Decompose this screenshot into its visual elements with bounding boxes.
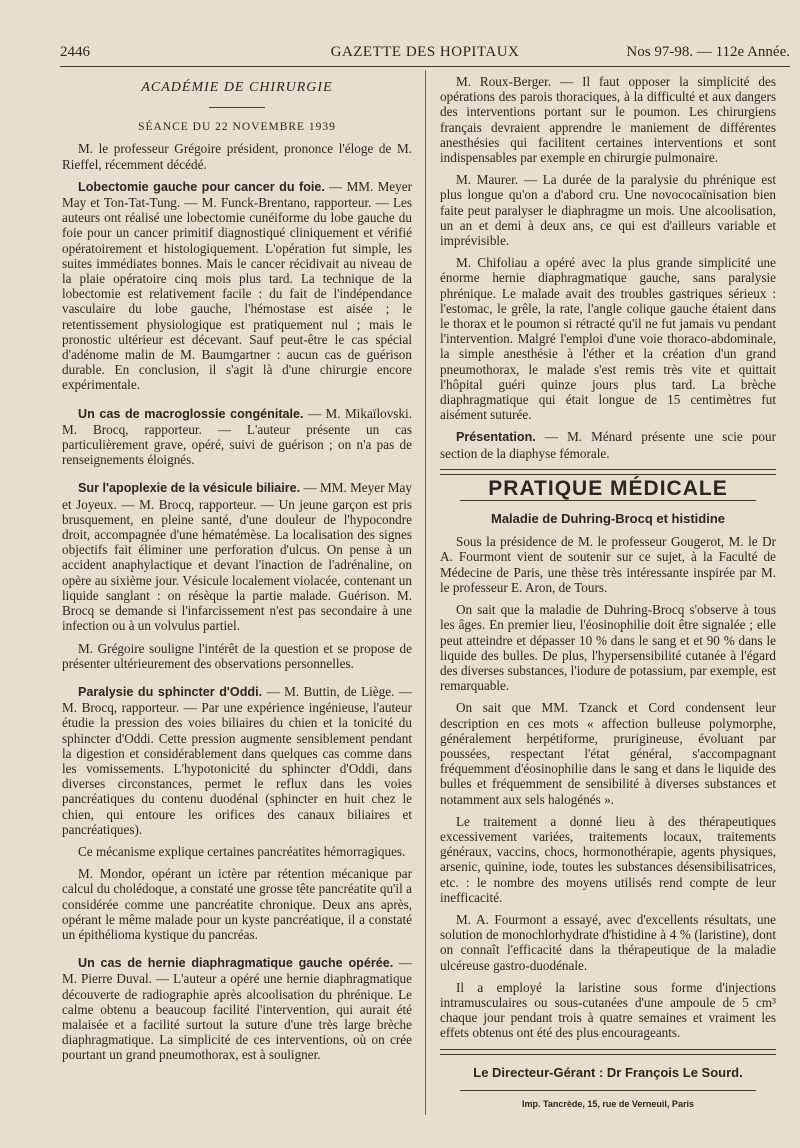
- article-hernie: [62, 955, 412, 1062]
- paragraph: Il a employé la laristine sous forme d'injections intramusculaires ou sous-cutanées d'une ampoule de 5 cm³ chaque jour pendant trois à quatre semaines et vraiment les effets obtenus ont été des plus encourageants.: [440, 979, 776, 1041]
- article-title-duhring: Maladie de Duhring-Brocq et histidine: [490, 511, 726, 527]
- article-heading: Sur l'apoplexie de la vésicule biliaire.: [78, 481, 301, 496]
- article-heading: Lobectomie gauche pour cancer du foie.: [78, 179, 325, 194]
- paragraph: M. A. Fourmont a essayé, avec d'excellents résultats, une solution de monochlorhydrate d'histidine à 4 % (laristine), dont on connaît l'efficacité dans la thérapeutique de la maladie ulcéreuse gastro-duodénale.: [440, 911, 776, 973]
- paragraph: Sous la présidence de M. le professeur Gougerot, M. le Dr A. Fourmont vient de soutenir sur ce sujet, à la Faculté de Médecine de Paris, une thèse très intéressante inspirée par M. le professeur E. Aron, de Tours.: [440, 534, 776, 595]
- article-lobectomie: [62, 179, 412, 393]
- paragraph: Le traitement a donné lieu à des thérapeutiques excessivement variées, traitements locaux, traitements généraux, vaccins, chocs, hormonothérapie, agents physiques, arsenic, quinine, iode, toutes les substances désensibilisatrices, etc. : le nombre des moyens utilisés rend compte de leur inefficacité.: [440, 813, 776, 905]
- header-rule: [60, 66, 790, 67]
- imprint-line: Imp. Tancrède, 15, rue de Verneuil, Paris: [522, 1098, 694, 1109]
- intro-paragraph: M. le professeur Grégoire président, prononce l'éloge de M. Rieffel, récemment décédé.: [62, 141, 412, 172]
- paragraph: On sait que la maladie de Duhring-Brocq s'observe à tous les âges. En premier lieu, l'éosinophilie doit être signalée ; elle peut atteindre et dépasser 10 % dans le sang et et 90 % dans le liquide des bulles. De plus, l'hypersensibilité cutanée à l'égard des diverses substances, l'iodure de potassium, par exemple, est remarquable.: [440, 602, 776, 694]
- footer-double-rule: [440, 1049, 776, 1055]
- article-body: — MM. Meyer May et Joyeux. — M. Brocq, rapporteur. — Un jeune garçon est pris brusquement, en pleine santé, d'une douleur de l'hypocondre droit, accompagnée d'une hématémèse. La localisation des signes objectifs fait éliminer une perforation d'ulcus. On pense à un accident anaphylactique et devant l'inaction de l'adrénaline, on opère au sixième jour. Vésicule localement violacée, contenant un liquide sanglant : on résèque la partie malade. Guérison. M. Brocq se demande si l'infarcissement n'est pas secondaire à une infection ou à un volvulus partiel.: [62, 480, 412, 634]
- paragraph: M. Mondor, opérant un ictère par rétention mécanique par calcul du cholédoque, a constaté une grosse tête pancréatite qu'il a considérée comme une pancréatite chronique. Deux ans après, opérant le même malade pour un kyste pancréatique, il a constaté un épithélioma kystique du pancréas.: [62, 866, 412, 942]
- article-heading: Un cas de hernie diaphragmatique gauche opérée.: [78, 956, 394, 971]
- article-heading: Paralysie du sphincter d'Oddi.: [78, 684, 263, 699]
- session-date: SÉANCE DU 22 NOVEMBRE 1939: [138, 121, 336, 134]
- right-column: [426, 74, 776, 1112]
- article-macroglossie: [62, 406, 412, 468]
- paragraph: Ce mécanisme explique certaines pancréatites hémorragiques.: [78, 843, 406, 859]
- article-body: — M. Mikaïlovski. M. Brocq, rapporteur. — L'auteur présente un cas particulièrement grave, opéré, suivi de guérison ; on n'a pas de renseignements éloignés.: [62, 405, 412, 468]
- issue-number: Nos 97-98. — 112e Année.: [626, 44, 790, 60]
- journal-title: GAZETTE DES HOPITAUX: [330, 44, 520, 60]
- section-title-academie: ACADÉMIE DE CHIRURGIE: [141, 80, 333, 95]
- article-presentation: [440, 429, 776, 460]
- article-body: — M. Pierre Duval. — L'auteur a opéré une hernie diaphragmatique découverte de radiographie après alcoolisation du phrénique. Le calme obtenu a beaucoup facilité l'intervention, qui aurait été malaisée et a facilité surtout la suture d'une très large brèche diaphragmatique. La simplicité de ces interventions, où on crée pourtant un grand pneumothorax, est à souligner.: [62, 955, 413, 1063]
- article-heading: Un cas de macroglossie congénitale.: [78, 406, 304, 421]
- paragraph: M. Grégoire souligne l'intérêt de la question et se propose de présenter ultérieurement des observations personnelles.: [62, 640, 412, 671]
- right-content: [426, 74, 776, 1112]
- imprint-rule: [460, 1090, 756, 1091]
- running-head: [60, 44, 790, 64]
- section-double-rule: [440, 469, 776, 475]
- title-rule: [460, 500, 756, 501]
- section-rule: [209, 107, 265, 108]
- article-heading: Présentation.: [456, 430, 536, 445]
- paragraph-roux-berger: M. Roux-Berger. — Il faut opposer la simplicité des opérations des parois thoraciques, à la difficulté et aux dangers des interventions portant sur le poumon. Les chirurgiens français devraient apprendre le maniement de différentes anesthésies qui facilitent certaines interventions et sont indispensables par exemple en chirurgie pulmonaire.: [440, 74, 776, 166]
- paragraph: On sait que MM. Tzanck et Cord condensent leur description en ces mots « affection bulleuse polymorphe, généralement herpétiforme, prurigineuse, évoluant par poussées, respectant l'état général, s'accompagnant fréquemment d'éosinophilie dans le sang et dans le liquide des bulles et fréquemment de sensibilité à diverses substances et notamment aux sels halogénés ».: [440, 700, 776, 807]
- left-column: [62, 74, 412, 1070]
- article-body: — M. Buttin, de Liège. — M. Brocq, rapporteur. — Par une expérience ingénieuse, l'auteur étudie la pression des voies biliaires du chien et la tonicité du sphincter d'Oddi. Cette pression augmente sensiblement pendant la digestion et considérablement dans quelques cas comme dans les vomissements. L'hypotonicité du sphincter d'Oddi, dans diverses circonstances, permet le reflux dans les voies pancréatiques du contenu duodénal (sphincter en huit chez le chien, qui entoure les orifices des canaux biliaires et pancréatiques).: [62, 683, 412, 837]
- paragraph-maurer: M. Maurer. — La durée de la paralysie du phrénique est plus longue qu'on a d'abord cru. Une novococaïnisation bien faite peut paralyser le diaphragme un mois. Une alcoolisation, un an et demi à deux ans, ce qui est d'ailleurs variable et imprévisible.: [440, 172, 776, 249]
- director-line: Le Directeur-Gérant : Dr François Le Sourd.: [473, 1064, 743, 1080]
- article-oddi: [62, 684, 412, 837]
- article-apoplexie: [62, 480, 412, 633]
- page-number: 2446: [60, 44, 90, 60]
- section-title-pratique: PRATIQUE MÉDICALE: [488, 476, 728, 500]
- article-body: — M. Ménard présente une scie pour section de la diaphyse fémorale.: [440, 429, 776, 461]
- article-body: — MM. Meyer May et Ton-Tat-Tung. — M. Funck-Brentano, rapporteur. — Les auteurs ont réalisé une lobectomie cunéiforme du lobe gauche du foie pour un cancer primitif diagnostiqué cliniquement et vérifié opératoirement et histologiquement. L'opération fut simple, les suites immédiates bonnes. Mais le cancer récidivait au niveau de la plaie opératoire cinq mois plus tard. La technique de la lobectomie est relativement facile : du fait de l'indépendance vasculaire du lobe gauche, l'hémostase est aisée ; le retentissement physiologique est pratiquement nul ; mais le pronostic ultérieur est décevant. Sauf peut-être le cas spécial d'adénome malin de M. Baumgartner : aucun cas de guérison durable. En conclusion, il s'agit là d'une chirurgie encore expérimentale.: [62, 178, 412, 393]
- paragraph-chifoliau: M. Chifoliau a opéré avec la plus grande simplicité une énorme hernie diaphragmatique gauche, sans paralysie phrénique. Le malade avait des troubles gastriques sérieux : l'estomac, le grêle, la rate, l'angle colique gauche étaient dans le thorax et le poumon si rétracté qu'il ne fut jamais vu pendant l'intervention. Malgré l'emploi d'une voie thoraco-abdominale, la simple anesthésie à l'éther et la création d'un grand pneumothorax, le malade s'est remis très vite et quittait l'hôpital guéri quinze jours plus tard. La brèche diaphragmatique qui était longue de 15 centimètres fut aisément suturée.: [440, 255, 776, 423]
